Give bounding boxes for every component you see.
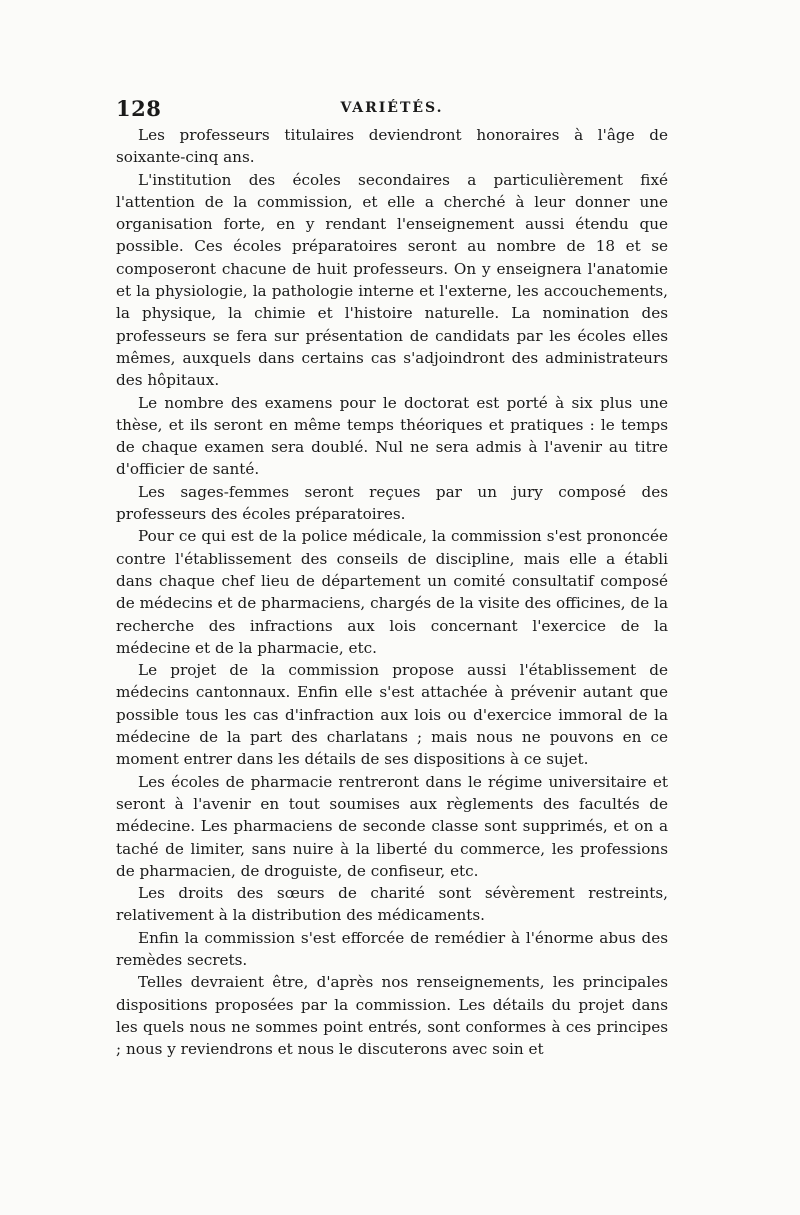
paragraph-professors-retirement: Les professeurs titulaires deviendront honoraires à l'âge de soixante-cinq ans. xyxy=(116,126,668,167)
paragraph-pharmacy-schools: Les écoles de pharmacie rentreront dans le régime universitaire et seront à l'avenir en tout soumises aux règlements des facultés de médecine. Les pharmaciens de seconde classe sont supprimés, et on a taché de limiter, sans nuire à la liberté du commerce, les professions de pharmacien, de droguiste, de confiseur, etc. xyxy=(116,772,668,880)
running-title: VARIÉTÉS. xyxy=(340,100,444,116)
paragraph-medical-police: Pour ce qui est de la police médicale, la commission s'est prononcée contre l'établissement des conseils de discipline, mais elle a établi dans chaque chef lieu de département un comité consultatif composé de médecins et de pharmaciens, chargés de la visite des officines, de la recherche des infractions aux lois concernant l'exercice de la médecine et de la pharmacie, etc. xyxy=(116,527,668,657)
paragraph-conclusion: Telles devraient être, d'après nos renseignements, les principales dispositions proposées par la commission. Les détails du projet dans les quels nous ne sommes point entrés, sont conformes à ces principes ; nous y reviendrons et nous le discuterons avec soin et xyxy=(116,973,668,1059)
paragraph-midwives: Les sages-femmes seront reçues par un jury composé des professeurs des écoles préparatoires. xyxy=(116,482,668,524)
paragraph-sisters-of-charity: Les droits des sœurs de charité sont sévèrement restreints, relativement à la distribution des médicaments. xyxy=(116,884,668,925)
paragraph-secondary-schools: L'institution des écoles secondaires a particulièrement fixé l'attention de la commission, et elle a cherché à leur donner une organisation forte, en y rendant l'enseignement aussi étendu que possible. Ces écoles préparatoires seront au nombre de 18 et se composeront chacune de huit professeurs. On y enseignera l'anatomie et la physiologie, la pathologie interne et l'externe, les accouchements, la physique, la chimie et l'histoire naturelle. La nomination des professeurs se fera sur présentation de candidats par les écoles elles mêmes, auxquels dans certains cas s'adjoindront des administrateurs des hôpitaux. xyxy=(116,170,668,390)
paragraph-secret-remedies: Enfin la commission s'est efforcée de remédier à l'énorme abus des remèdes secrets. xyxy=(116,928,668,969)
body-text xyxy=(116,124,668,1060)
page-number: 128 xyxy=(116,96,162,121)
paragraph-doctorate-exams: Le nombre des examens pour le doctorat est porté à six plus une thèse, et ils seront en même temps théoriques et pratiques : le temps de chaque examen sera doublé. Nul ne sera admis à l'avenir au titre d'officier de santé. xyxy=(116,393,668,479)
paragraph-cantonal-doctors: Le projet de la commission propose aussi l'établissement de médecins cantonnaux. Enfin elle s'est attachée à prévenir autant que possible tous les cas d'infraction aux lois ou d'exercice immoral de la médecine de la part des charlatans ; mais nous ne pouvons en ce moment entrer dans les détails de ses dispositions à ce sujet. xyxy=(116,661,668,769)
page-header xyxy=(116,96,668,122)
